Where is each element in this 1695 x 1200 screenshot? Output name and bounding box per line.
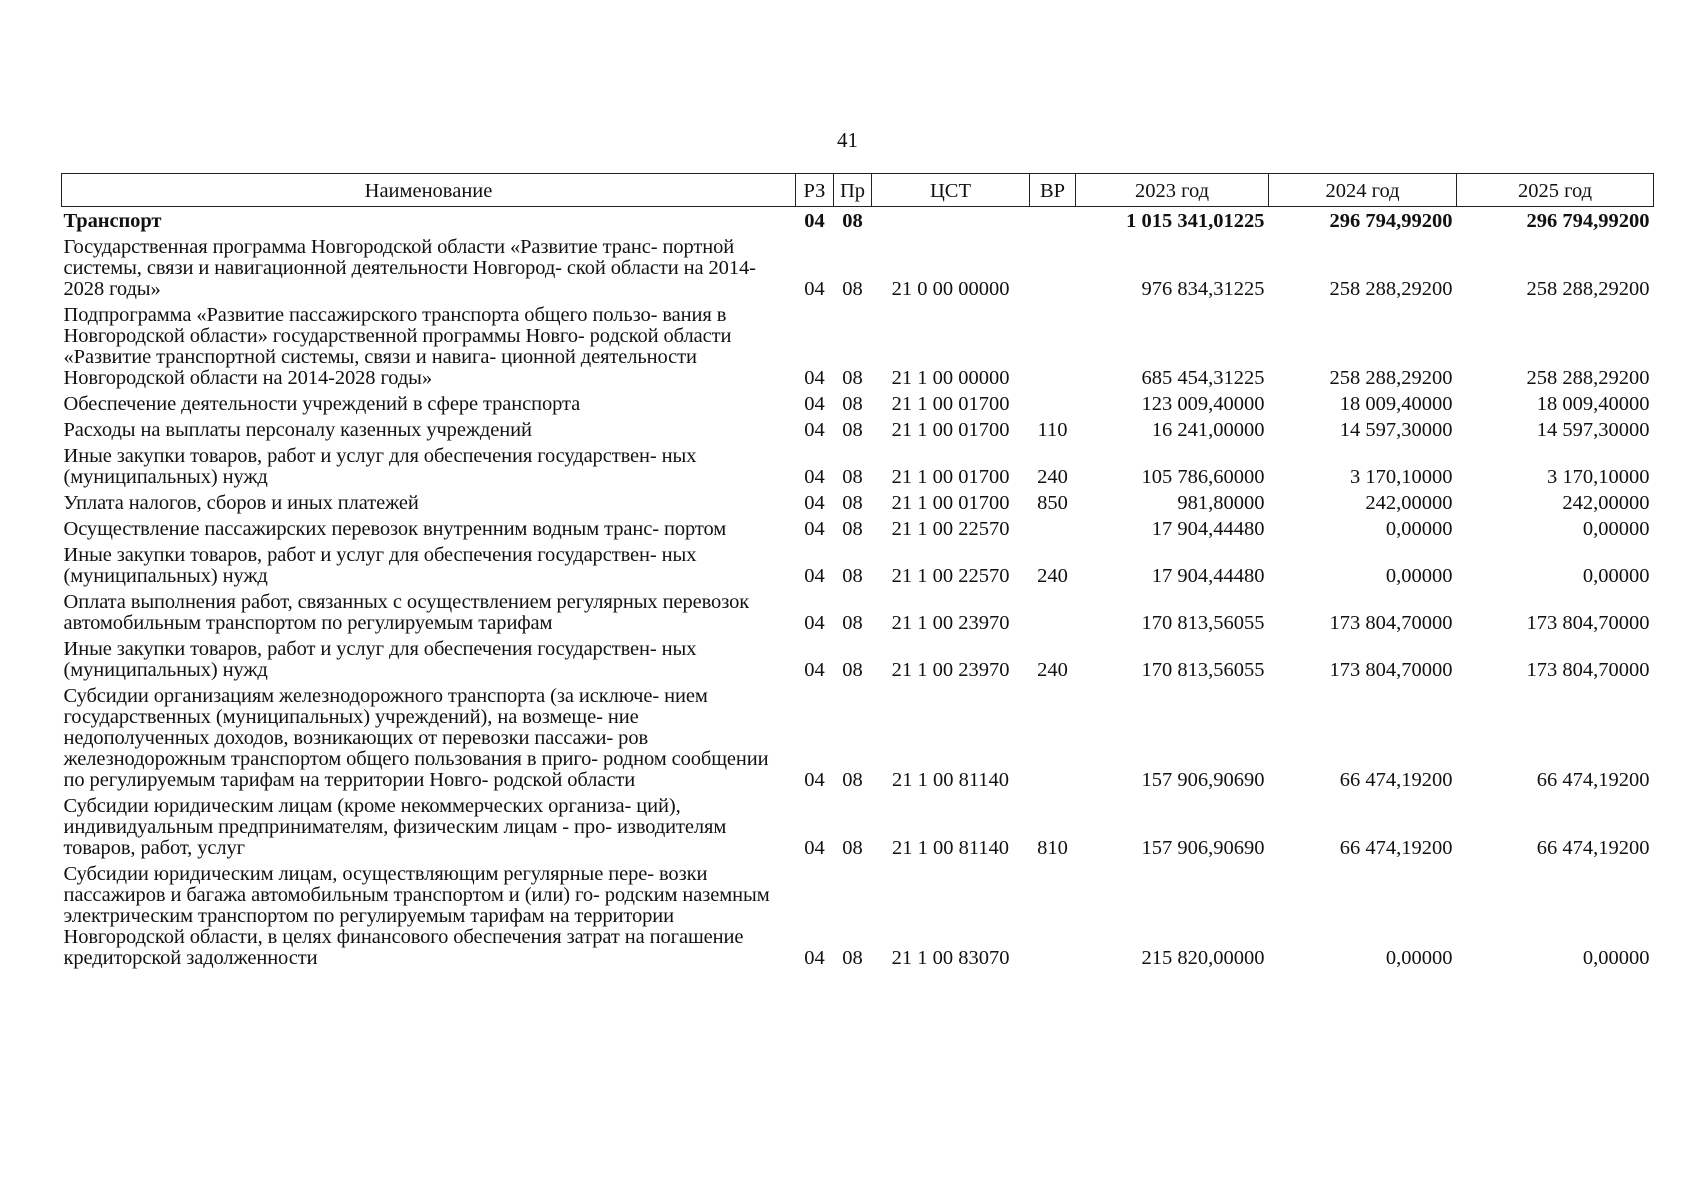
table-row bbox=[62, 392, 1654, 418]
cell-name: Уплата налогов, сборов и иных платежей bbox=[63, 492, 419, 514]
cell-vr: 850 bbox=[1037, 492, 1068, 514]
cell-pr: 08 bbox=[842, 612, 863, 634]
cell-2023: 105 786,60000 bbox=[1141, 466, 1265, 488]
cell-2024: 14 597,30000 bbox=[1339, 419, 1453, 441]
cell-pr: 08 bbox=[842, 659, 863, 681]
cell-pr: 08 bbox=[842, 210, 863, 232]
cell-cst: 21 1 00 01700 bbox=[891, 419, 1010, 441]
cell-2023: 981,80000 bbox=[1177, 492, 1265, 514]
table-row bbox=[62, 491, 1654, 517]
cell-cst: 21 1 00 81140 bbox=[891, 837, 1010, 859]
cell-vr bbox=[1030, 207, 1076, 236]
cell-2025: 0,00000 bbox=[1582, 518, 1650, 540]
cell-rz: 04 bbox=[804, 518, 825, 540]
cell-cst: 21 1 00 81140 bbox=[891, 769, 1010, 791]
cell-2024: 0,00000 bbox=[1385, 518, 1453, 540]
cell-2023: 157 906,90690 bbox=[1141, 837, 1265, 859]
cell-name: Иные закупки товаров, работ и услуг для обеспечения государствен- ных (муниципальных) нужд bbox=[63, 445, 697, 488]
cell-vr bbox=[1030, 303, 1076, 392]
cell-2025: 66 474,19200 bbox=[1536, 837, 1650, 859]
cell-vr: 240 bbox=[1037, 466, 1068, 488]
cell-2025: 173 804,70000 bbox=[1526, 659, 1650, 681]
header-row bbox=[62, 174, 1654, 207]
cell-2023: 123 009,40000 bbox=[1141, 393, 1265, 415]
cell-rz: 04 bbox=[804, 367, 825, 389]
cell-2024: 296 794,99200 bbox=[1329, 210, 1453, 232]
cell-2023: 157 906,90690 bbox=[1141, 769, 1265, 791]
cell-cst: 21 1 00 22570 bbox=[891, 565, 1010, 587]
cell-cst: 21 1 00 00000 bbox=[891, 367, 1010, 389]
cell-pr: 08 bbox=[842, 769, 863, 791]
cell-2023: 215 820,00000 bbox=[1141, 947, 1265, 969]
cell-cst: 21 0 00 00000 bbox=[891, 278, 1010, 300]
cell-2025: 242,00000 bbox=[1562, 492, 1650, 514]
cell-rz: 04 bbox=[804, 210, 825, 232]
cell-cst: 21 1 00 22570 bbox=[891, 518, 1010, 540]
cell-cst: 21 1 00 01700 bbox=[891, 393, 1010, 415]
cell-rz: 04 bbox=[804, 393, 825, 415]
cell-2023: 685 454,31225 bbox=[1141, 367, 1265, 389]
cell-2023: 16 241,00000 bbox=[1151, 419, 1265, 441]
table-row bbox=[62, 862, 1654, 972]
cell-rz: 04 bbox=[804, 419, 825, 441]
cell-2024: 173 804,70000 bbox=[1329, 659, 1453, 681]
cell-2025: 66 474,19200 bbox=[1536, 769, 1650, 791]
header-cst: ЦСТ bbox=[872, 174, 1030, 207]
cell-pr: 08 bbox=[842, 565, 863, 587]
cell-name: Обеспечение деятельности учреждений в сфере транспорта bbox=[63, 393, 581, 415]
header-pr: Пр bbox=[834, 174, 872, 207]
cell-2024: 258 288,29200 bbox=[1329, 367, 1453, 389]
cell-2024: 173 804,70000 bbox=[1329, 612, 1453, 634]
cell-2023: 976 834,31225 bbox=[1141, 278, 1265, 300]
table-row bbox=[62, 303, 1654, 392]
cell-vr: 810 bbox=[1037, 837, 1068, 859]
cell-2023: 1 015 341,01225 bbox=[1126, 210, 1265, 232]
table-row bbox=[62, 444, 1654, 491]
cell-name: Оплата выполнения работ, связанных с осуществлением регулярных перевозок автомобильным транспортом по регулируемым тарифам bbox=[63, 591, 750, 634]
cell-name: Осуществление пассажирских перевозок внутренним водным транс- портом bbox=[63, 518, 727, 540]
cell-vr: 240 bbox=[1037, 565, 1068, 587]
header-name: Наименование bbox=[62, 174, 796, 207]
table-row bbox=[62, 235, 1654, 303]
cell-name: Иные закупки товаров, работ и услуг для обеспечения государствен- ных (муниципальных) нужд bbox=[63, 638, 697, 681]
cell-vr bbox=[1030, 517, 1076, 543]
header-2025: 2025 год bbox=[1457, 174, 1654, 207]
cell-rz: 04 bbox=[804, 947, 825, 969]
table-row bbox=[62, 794, 1654, 862]
cell-pr: 08 bbox=[842, 518, 863, 540]
cell-cst bbox=[872, 207, 1030, 236]
cell-cst: 21 1 00 01700 bbox=[891, 492, 1010, 514]
page-number: 41 bbox=[837, 128, 858, 152]
table-body bbox=[62, 207, 1654, 973]
cell-cst: 21 1 00 23970 bbox=[891, 612, 1010, 634]
header-rz: РЗ bbox=[796, 174, 834, 207]
table-row bbox=[62, 684, 1654, 794]
cell-rz: 04 bbox=[804, 565, 825, 587]
cell-pr: 08 bbox=[842, 393, 863, 415]
cell-cst: 21 1 00 01700 bbox=[891, 466, 1010, 488]
cell-vr bbox=[1030, 392, 1076, 418]
cell-2024: 258 288,29200 bbox=[1329, 278, 1453, 300]
cell-2025: 296 794,99200 bbox=[1526, 210, 1650, 232]
cell-vr bbox=[1030, 590, 1076, 637]
cell-rz: 04 bbox=[804, 492, 825, 514]
cell-pr: 08 bbox=[842, 278, 863, 300]
cell-name: Расходы на выплаты персоналу казенных учреждений bbox=[63, 419, 532, 441]
cell-pr: 08 bbox=[842, 492, 863, 514]
table-row bbox=[62, 543, 1654, 590]
cell-name: Субсидии юридическим лицам (кроме некоммерческих организа- ций), индивидуальным предпринимателям, физическим лицам - про- изводителям товаров, работ, услуг bbox=[63, 795, 727, 859]
cell-2024: 66 474,19200 bbox=[1339, 837, 1453, 859]
budget-table bbox=[61, 173, 1654, 972]
table-row bbox=[62, 418, 1654, 444]
cell-name: Государственная программа Новгородской области «Развитие транс- портной системы, связи и навигационной деятельности Новгород- ской области на 2014-2028 годы» bbox=[63, 236, 756, 300]
cell-vr bbox=[1030, 684, 1076, 794]
cell-2025: 173 804,70000 bbox=[1526, 612, 1650, 634]
cell-2023: 17 904,44480 bbox=[1151, 565, 1265, 587]
cell-rz: 04 bbox=[804, 466, 825, 488]
cell-pr: 08 bbox=[842, 367, 863, 389]
cell-rz: 04 bbox=[804, 837, 825, 859]
cell-2025: 14 597,30000 bbox=[1536, 419, 1650, 441]
cell-name: Иные закупки товаров, работ и услуг для обеспечения государствен- ных (муниципальных) нужд bbox=[63, 544, 697, 587]
cell-vr: 240 bbox=[1037, 659, 1068, 681]
cell-2024: 3 170,10000 bbox=[1350, 466, 1453, 488]
cell-2024: 0,00000 bbox=[1385, 565, 1453, 587]
cell-name: Субсидии организациям железнодорожного транспорта (за исключе- нием государственных (муниципальных) учреждений), на возмеще- ние недополученных доходов, возникающих от перевозки пассажи- ров железнодорожным транспортом общего пользования в приго- родном сообщении по регулируемым тарифам на территории Новго- родской области bbox=[63, 685, 769, 791]
cell-cst: 21 1 00 83070 bbox=[891, 947, 1010, 969]
header-2024: 2024 год bbox=[1269, 174, 1457, 207]
cell-rz: 04 bbox=[804, 769, 825, 791]
cell-pr: 08 bbox=[842, 419, 863, 441]
cell-2024: 0,00000 bbox=[1385, 947, 1453, 969]
cell-rz: 04 bbox=[804, 659, 825, 681]
cell-2025: 258 288,29200 bbox=[1526, 367, 1650, 389]
cell-2025: 3 170,10000 bbox=[1547, 466, 1650, 488]
cell-2024: 66 474,19200 bbox=[1339, 769, 1453, 791]
header-2023: 2023 год bbox=[1076, 174, 1269, 207]
cell-2025: 258 288,29200 bbox=[1526, 278, 1650, 300]
table-row bbox=[62, 207, 1654, 236]
table-row bbox=[62, 637, 1654, 684]
cell-pr: 08 bbox=[842, 466, 863, 488]
cell-2025: 18 009,40000 bbox=[1536, 393, 1650, 415]
cell-name: Подпрограмма «Развитие пассажирского транспорта общего пользо- вания в Новгородской области» государственной программы Новго- родской области «Развитие транспортной системы, связи и навига- ционной деятельности Новгородской области на 2014-2028 годы» bbox=[63, 304, 732, 389]
cell-vr bbox=[1030, 862, 1076, 972]
cell-2024: 18 009,40000 bbox=[1339, 393, 1453, 415]
cell-vr bbox=[1030, 235, 1076, 303]
table-row bbox=[62, 517, 1654, 543]
cell-2024: 242,00000 bbox=[1365, 492, 1453, 514]
cell-2023: 170 813,56055 bbox=[1141, 659, 1265, 681]
table-row bbox=[62, 590, 1654, 637]
cell-pr: 08 bbox=[842, 947, 863, 969]
cell-2023: 170 813,56055 bbox=[1141, 612, 1265, 634]
cell-2023: 17 904,44480 bbox=[1151, 518, 1265, 540]
cell-name: Транспорт bbox=[63, 210, 162, 232]
cell-pr: 08 bbox=[842, 837, 863, 859]
cell-rz: 04 bbox=[804, 278, 825, 300]
cell-2025: 0,00000 bbox=[1582, 947, 1650, 969]
cell-cst: 21 1 00 23970 bbox=[891, 659, 1010, 681]
cell-vr: 110 bbox=[1037, 419, 1068, 441]
header-vr: ВР bbox=[1030, 174, 1076, 207]
cell-rz: 04 bbox=[804, 612, 825, 634]
cell-name: Субсидии юридическим лицам, осуществляющим регулярные пере- возки пассажиров и багажа автомобильным транспортом и (или) го- родским наземным электрическим транспортом по регулируемым тарифам на территории Новгородской области, в целях финансового обеспечения затрат на погашение кредиторской задолженности bbox=[63, 863, 770, 969]
cell-2025: 0,00000 bbox=[1582, 565, 1650, 587]
